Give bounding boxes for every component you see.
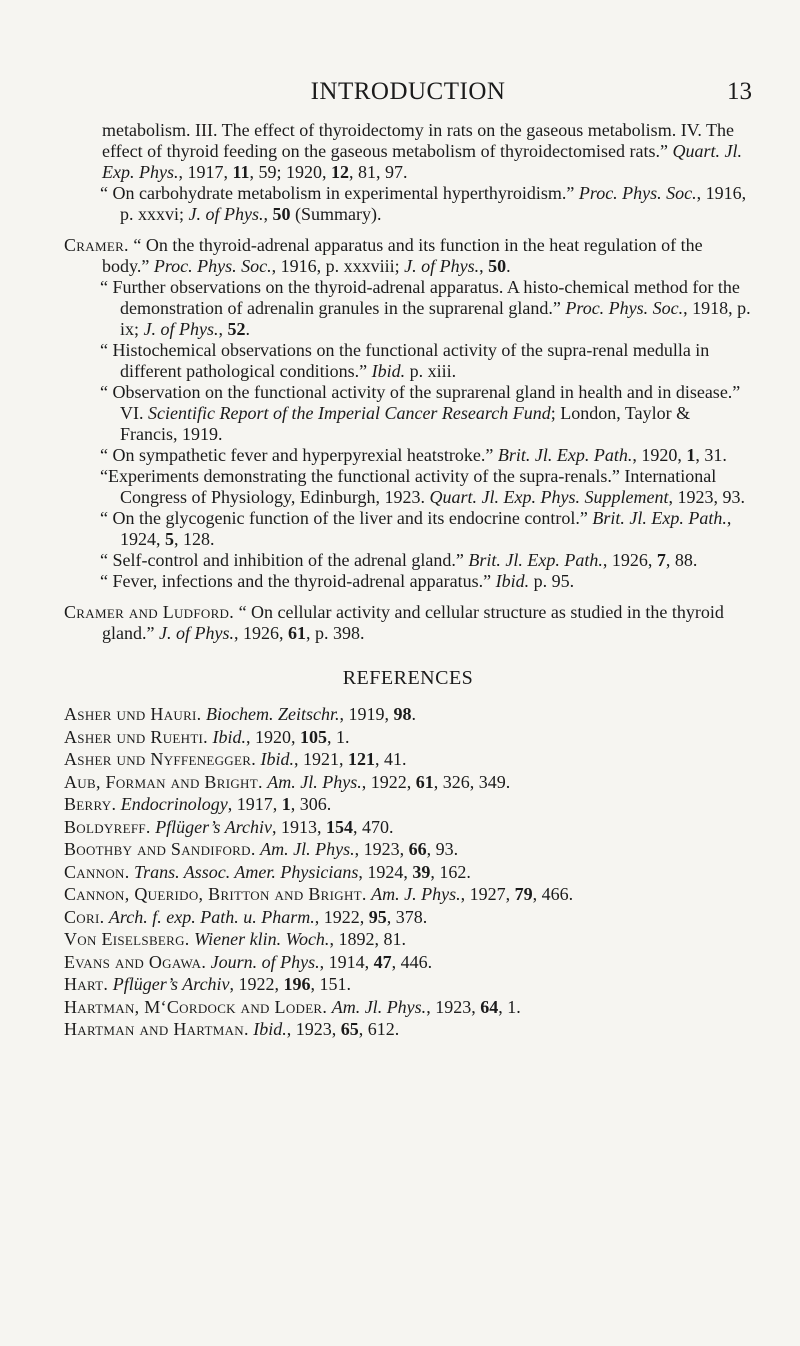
reference-item: Hart. Pflüger’s Archiv, 1922, 196, 151. [64,974,352,994]
continued-entry: metabolism. III. The effect of thyroidectomy in rats on the gaseous metabolism. IV. The effect of thyroid feeding on the gaseous metabolism of thyroidectomised rats.” Quart. Jl. Exp. Phys., 1917, 11, 59; 1920, 12, 81, 97. [102,120,743,182]
reference-item: Cori. Arch. f. exp. Path. u. Pharm., 1922, 95, 378. [64,906,428,927]
author-name: Cramer. [64,235,129,255]
bibliography-entry: “ Further observations on the thyroid-adrenal apparatus. A histo-chemical method for the demonstration of adrenalin granules in the suprarenal gland.” Proc. Phys. Soc., 1918, p. ix; J. of Phys., 52. [100,277,751,339]
bibliography-entry: “ On sympathetic fever and hyperpyrexial heatstroke.” Brit. Jl. Exp. Path., 1920, 1, 31. [100,445,727,465]
running-head [64,78,752,112]
bibliography-entry: “ Self-control and inhibition of the adrenal gland.” Brit. Jl. Exp. Path., 1926, 7, 88. [100,550,698,570]
bibliography-entry: “ On carbohydrate metabolism in experimental hyperthyroidism.” Proc. Phys. Soc., 1916, p. xxxvi; J. of Phys., 50 (Summary). [100,183,747,224]
reference-item: Asher und Nyffenegger. Ibid., 1921, 121, 41. [64,749,407,769]
bibliography-entry-cramer-ludford: Cramer and Ludford. “ On cellular activity and cellular structure as studied in the thyroid gland.” J. of Phys., 1926, 61, p. 398. [64,602,724,643]
reference-item: Cannon, Querido, Britton and Bright. Am. J. Phys., 1927, 79, 466. [64,884,574,904]
reference-item: Boothby and Sandiford. Am. Jl. Phys., 1923, 66, 93. [64,839,459,859]
bibliography-entry: “ Observation on the functional activity of the suprarenal gland in health and in disease.” VI. Scientific Report of the Imperial Cancer Research Fund; London, Taylor & Francis, 1919. [100,382,741,444]
reference-item: Aub, Forman and Bright. Am. Jl. Phys., 1922, 61, 326, 349. [64,771,511,792]
reference-item: Von Eiselsberg. Wiener klin. Woch., 1892, 81. [64,929,406,949]
reference-item: Cannon. Trans. Assoc. Amer. Physicians, 1924, 39, 162. [64,861,471,882]
reference-item: Asher und Ruehti. Ibid., 1920, 105, 1. [64,726,350,747]
bibliography-entry: “Experiments demonstrating the functional activity of the supra-renals.” International Congress of Physiology, Edinburgh, 1923. Quart. Jl. Exp. Phys. Supplement, 1923, 93. [100,466,745,507]
reference-item: Hartman, M‘Cordock and Loder. Am. Jl. Phys., 1923, 64, 1. [64,996,521,1017]
author-name: Cramer and Ludford. [64,602,235,622]
bibliography-entry: “ On the glycogenic function of the liver and its endocrine control.” Brit. Jl. Exp. Path., 1924, 5, 128. [100,508,732,549]
running-title: INTRODUCTION [310,78,506,105]
reference-item: Hartman and Hartman. Ibid., 1923, 65, 612. [64,1019,400,1039]
bibliography-entry: “ Fever, infections and the thyroid-adrenal apparatus.” Ibid. p. 95. [100,571,575,591]
page-number: 13 [727,78,752,105]
references-heading: REFERENCES [342,667,474,689]
page-body [64,120,752,1041]
reference-item: Boldyreff. Pflüger’s Archiv, 1913, 154, 470. [64,816,394,837]
reference-item: Asher und Hauri. Biochem. Zeitschr., 1919, 98. [64,704,416,724]
reference-item: Berry. Endocrinology, 1917, 1, 306. [64,794,332,814]
reference-item: Evans and Ogawa. Journ. of Phys., 1914, 47, 446. [64,951,433,972]
references-list [64,703,752,1041]
bibliography-entry-cramer: Cramer. “ On the thyroid-adrenal apparatus and its function in the heat regulation of the body.” Proc. Phys. Soc., 1916, p. xxxviii; J. of Phys., 50. [64,235,703,276]
bibliography-entry: “ Histochemical observations on the functional activity of the supra-renal medulla in different pathological conditions.” Ibid. p. xiii. [100,340,710,381]
